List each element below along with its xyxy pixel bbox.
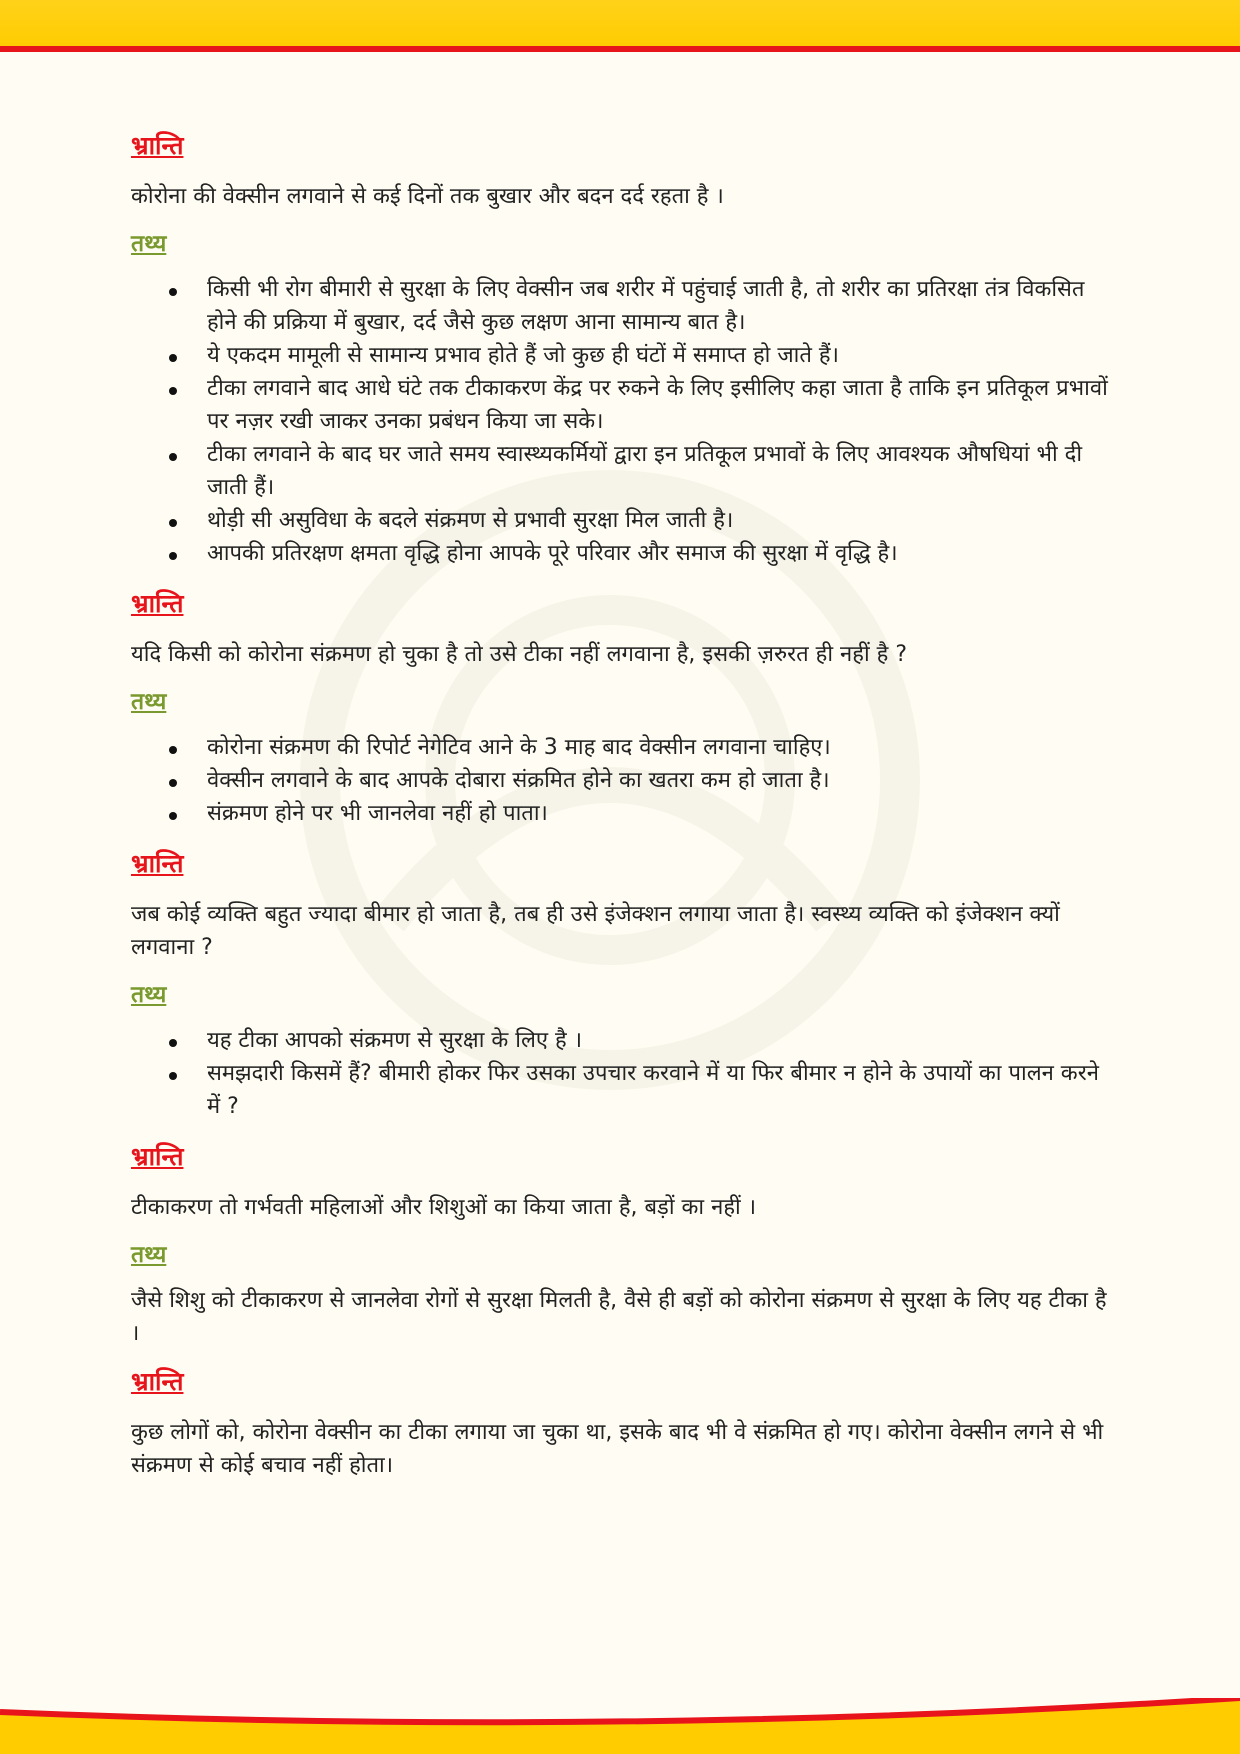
header-red-rule: [0, 46, 1240, 52]
myth-fact-section-4: [131, 1141, 1111, 1350]
myth-text: कुछ लोगों को, कोरोना वेक्सीन का टीका लगाया जा चुका था, इसके बाद भी वे संक्रमित हो गए। कोरोना वेक्सीन लगने से भी संक्रमण से कोई बचाव नहीं होता।: [131, 1420, 1104, 1478]
fact-list-item: वेक्सीन लगवाने के बाद आपके दोबारा संक्रमित होने का खतरा कम हो जाता है।: [131, 764, 1111, 797]
fact-list-item: आपकी प्रतिरक्षण क्षमता वृद्धि होना आपके पूरे परिवार और समाज की सुरक्षा में वृद्धि है।: [131, 537, 1111, 570]
fact-heading: तथ्य: [131, 982, 167, 1008]
myth-fact-section-3: [131, 848, 1111, 1123]
fact-list-item: टीका लगवाने के बाद घर जाते समय स्वास्थ्यकर्मियों द्वारा इन प्रतिकूल प्रभावों के लिए आवश्यक औषधियां भी दी जाती हैं।: [131, 438, 1111, 504]
fact-list-item: कोरोना संक्रमण की रिपोर्ट नेगेटिव आने के 3 माह बाद वेक्सीन लगवाना चाहिए।: [131, 731, 1111, 764]
header-yellow-band: [0, 0, 1240, 48]
fact-text: जैसे शिशु को टीकाकरण से जानलेवा रोगों से सुरक्षा मिलती है, वैसे ही बड़ों को कोरोना संक्रमण से सुरक्षा के लिए यह टीका है ।: [131, 1288, 1107, 1346]
fact-list-item: संक्रमण होने पर भी जानलेवा नहीं हो पाता।: [131, 797, 1111, 830]
fact-list-item: किसी भी रोग बीमारी से सुरक्षा के लिए वेक्सीन जब शरीर में पहुंचाई जाती है, तो शरीर का प्रतिरक्षा तंत्र विकसित होने की प्रक्रिया में बुखार, दर्द जैसे कुछ लक्षण आना सामान्य बात है।: [131, 273, 1111, 339]
myth-text: कोरोना की वेक्सीन लगवाने से कई दिनों तक बुखार और बदन दर्द रहता है ।: [131, 184, 724, 209]
fact-list-item: थोड़ी सी असुविधा के बदले संक्रमण से प्रभावी सुरक्षा मिल जाती है।: [131, 504, 1111, 537]
myth-text: यदि किसी को कोरोना संक्रमण हो चुका है तो उसे टीका नहीं लगवाना है, इसकी ज़रुरत ही नहीं है ?: [131, 642, 907, 667]
myth-heading: भ्रान्ति: [131, 131, 184, 160]
fact-list-item: यह टीका आपको संक्रमण से सुरक्षा के लिए है ।: [131, 1024, 1111, 1057]
myth-heading: भ्रान्ति: [131, 1367, 184, 1396]
footer-wave-band: [0, 1698, 1240, 1754]
fact-list: [131, 731, 1111, 830]
fact-heading: तथ्य: [131, 231, 167, 257]
document-body: [131, 130, 1111, 1498]
fact-list-item: टीका लगवाने बाद आधे घंटे तक टीकाकरण केंद्र पर रुकने के लिए इसीलिए कहा जाता है ताकि इन प्रतिकूल प्रभावों पर नज़र रखी जाकर उनका प्रबंधन किया जा सके।: [131, 372, 1111, 438]
myth-heading: भ्रान्ति: [131, 589, 184, 618]
fact-heading: तथ्य: [131, 1242, 167, 1268]
myth-fact-section-5: [131, 1366, 1111, 1482]
fact-heading: तथ्य: [131, 689, 167, 715]
myth-heading: भ्रान्ति: [131, 849, 184, 878]
myth-fact-section-1: [131, 130, 1111, 570]
myth-fact-section-2: [131, 588, 1111, 830]
fact-list-item: समझदारी किसमें हैं? बीमारी होकर फिर उसका उपचार करवाने में या फिर बीमार न होने के उपायों का पालन करने में ?: [131, 1057, 1111, 1123]
myth-text: जब कोई व्यक्ति बहुत ज्यादा बीमार हो जाता है, तब ही उसे इंजेक्शन लगाया जाता है। स्वस्थ्य व्यक्ति को इंजेक्शन क्यों लगवाना ?: [131, 902, 1060, 960]
fact-list: [131, 1024, 1111, 1123]
fact-list: [131, 273, 1111, 570]
myth-heading: भ्रान्ति: [131, 1142, 184, 1171]
myth-text: टीकाकरण तो गर्भवती महिलाओं और शिशुओं का किया जाता है, बड़ों का नहीं ।: [131, 1195, 757, 1220]
fact-list-item: ये एकदम मामूली से सामान्य प्रभाव होते हैं जो कुछ ही घंटों में समाप्त हो जाते हैं।: [131, 339, 1111, 372]
